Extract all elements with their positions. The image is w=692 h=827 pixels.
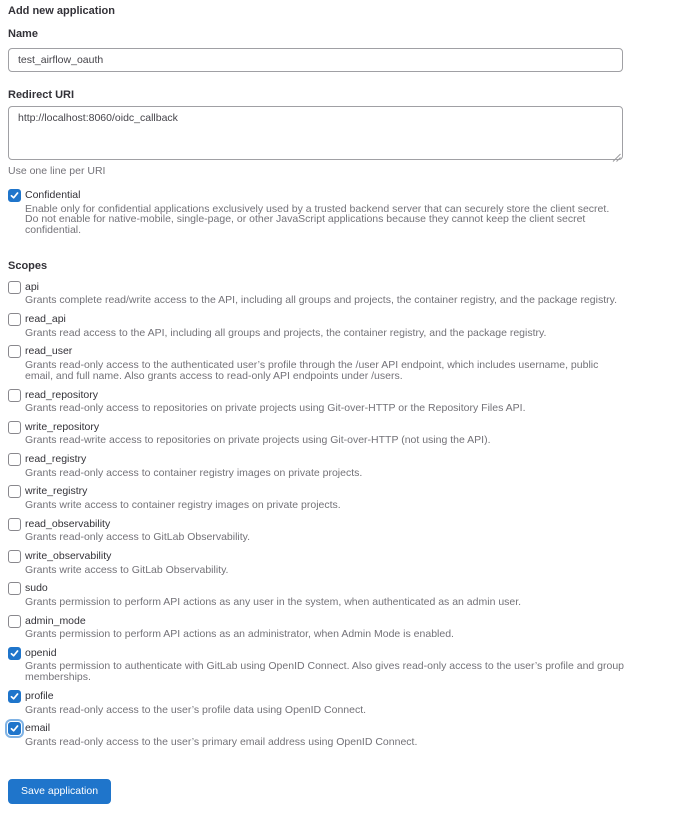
- scope-description: Grants read-only access to container registry images on private projects.: [25, 466, 363, 479]
- scope-checkbox[interactable]: [8, 389, 21, 402]
- redirect-uri-label: Redirect URI: [8, 89, 75, 101]
- scope-checkbox[interactable]: [8, 615, 21, 628]
- scope-row: [8, 453, 684, 467]
- scope-label[interactable]: write_registry: [25, 485, 88, 498]
- scope-row: [8, 313, 684, 327]
- scope-row: [8, 421, 684, 435]
- scope-row: [8, 345, 684, 359]
- scope-row: [8, 281, 684, 295]
- name-label: Name: [8, 28, 38, 40]
- scope-row: [8, 690, 684, 704]
- check-icon: [10, 724, 19, 733]
- scope-description: Grants read-write access to repositories on private projects using Git-over-HTTP (not using the API).: [25, 434, 491, 447]
- scope-item: [8, 690, 684, 715]
- redirect-uri-field-group: [8, 89, 684, 178]
- scope-checkbox[interactable]: [8, 345, 21, 358]
- scope-description: Grants read-only access to the authenticated user’s profile through the /user API endpoint, which includes username, public email, and full name. Also grants access to read-only API endpoints under /users.: [25, 358, 599, 382]
- scope-checkbox[interactable]: [8, 485, 21, 498]
- scope-description: Grants write access to container registry images on private projects.: [25, 498, 341, 511]
- redirect-uri-textarea[interactable]: [8, 106, 623, 160]
- confidential-checkbox[interactable]: [8, 189, 21, 202]
- scope-row: [8, 582, 684, 596]
- scope-row: [8, 485, 684, 499]
- scopes-label: Scopes: [8, 259, 48, 272]
- scope-checkbox[interactable]: [8, 281, 21, 294]
- scope-description: Grants write access to GitLab Observability.: [25, 563, 229, 576]
- scope-checkbox[interactable]: [8, 550, 21, 563]
- scope-item: [8, 453, 684, 478]
- check-icon: [10, 649, 19, 658]
- scope-label[interactable]: profile: [25, 690, 54, 703]
- scope-description: Grants permission to perform API actions as any user in the system, when authenticated as an admin user.: [25, 595, 522, 608]
- redirect-uri-help: Use one line per URI: [8, 165, 106, 177]
- confidential-label[interactable]: Confidential: [25, 189, 81, 201]
- scope-checkbox[interactable]: [8, 690, 21, 703]
- scope-item: [8, 421, 684, 446]
- scope-label[interactable]: read_api: [25, 313, 66, 326]
- scope-label[interactable]: read_user: [25, 345, 73, 358]
- scope-checkbox[interactable]: [8, 518, 21, 531]
- scope-row: [8, 722, 684, 736]
- scope-label[interactable]: read_observability: [25, 517, 111, 530]
- scope-row: [8, 550, 684, 564]
- confidential-group: [8, 189, 684, 236]
- scope-label[interactable]: sudo: [25, 582, 48, 595]
- scope-description: Grants read-only access to the user’s primary email address using OpenID Connect.: [25, 735, 418, 748]
- scope-checkbox[interactable]: [8, 647, 21, 660]
- check-icon: [10, 692, 19, 701]
- scope-checkbox[interactable]: [8, 722, 21, 735]
- scope-label[interactable]: read_registry: [25, 453, 87, 466]
- save-application-button[interactable]: Save application: [8, 779, 111, 804]
- scope-checkbox[interactable]: [8, 313, 21, 326]
- scope-checkbox[interactable]: [8, 582, 21, 595]
- scope-label[interactable]: admin_mode: [25, 614, 86, 627]
- scope-row: [8, 615, 684, 629]
- redirect-uri-textarea-wrap: [8, 106, 623, 160]
- scope-label[interactable]: email: [25, 722, 51, 735]
- scope-label[interactable]: write_observability: [25, 550, 112, 563]
- scope-row: [8, 518, 684, 532]
- scope-row: [8, 647, 684, 661]
- scope-label[interactable]: openid: [25, 646, 57, 659]
- scope-checkbox[interactable]: [8, 421, 21, 434]
- resize-handle-icon[interactable]: [612, 149, 621, 158]
- page-title: Add new application: [8, 5, 115, 17]
- scope-description: Grants read-only access to repositories on private projects using Git-over-HTTP or the Repository Files API.: [25, 402, 526, 415]
- scope-item: [8, 313, 684, 338]
- scope-row: [8, 389, 684, 403]
- scope-description: Grants permission to authenticate with GitLab using OpenID Connect. Also gives read-only access to the user’s profile and group memberships.: [25, 660, 625, 684]
- scope-description: Grants read-only access to the user’s profile data using OpenID Connect.: [25, 703, 367, 716]
- name-field-group: [8, 28, 684, 72]
- scope-item: [8, 647, 684, 683]
- scope-label[interactable]: api: [25, 280, 40, 293]
- scope-item: [8, 345, 684, 381]
- scope-label[interactable]: read_repository: [25, 388, 98, 401]
- scope-item: [8, 389, 684, 414]
- scope-label[interactable]: write_repository: [25, 420, 100, 433]
- scope-item: [8, 518, 684, 543]
- scope-description: Grants complete read/write access to the API, including all groups and projects, the container registry, and the package registry.: [25, 294, 618, 307]
- scope-item: [8, 550, 684, 575]
- scopes-list: [8, 281, 684, 748]
- scope-checkbox[interactable]: [8, 453, 21, 466]
- check-icon: [10, 191, 19, 200]
- confidential-row: [8, 189, 684, 203]
- scope-item: [8, 485, 684, 510]
- confidential-description: Enable only for confidential applications exclusively used by a trusted backend server that can securely store the client secret. Do not enable for native-mobile, single-page, or other JavaScript applications because they cannot keep the client secret confidential.: [25, 202, 610, 237]
- scope-description: Grants read access to the API, including all groups and projects, the container registry, and the package registry.: [25, 326, 547, 339]
- scope-item: [8, 281, 684, 306]
- scope-description: Grants read-only access to GitLab Observability.: [25, 531, 251, 544]
- name-input[interactable]: [8, 48, 623, 72]
- scope-item: [8, 722, 684, 747]
- scope-description: Grants permission to perform API actions as an administrator, when Admin Mode is enabled.: [25, 628, 454, 641]
- scope-item: [8, 615, 684, 640]
- scope-item: [8, 582, 684, 607]
